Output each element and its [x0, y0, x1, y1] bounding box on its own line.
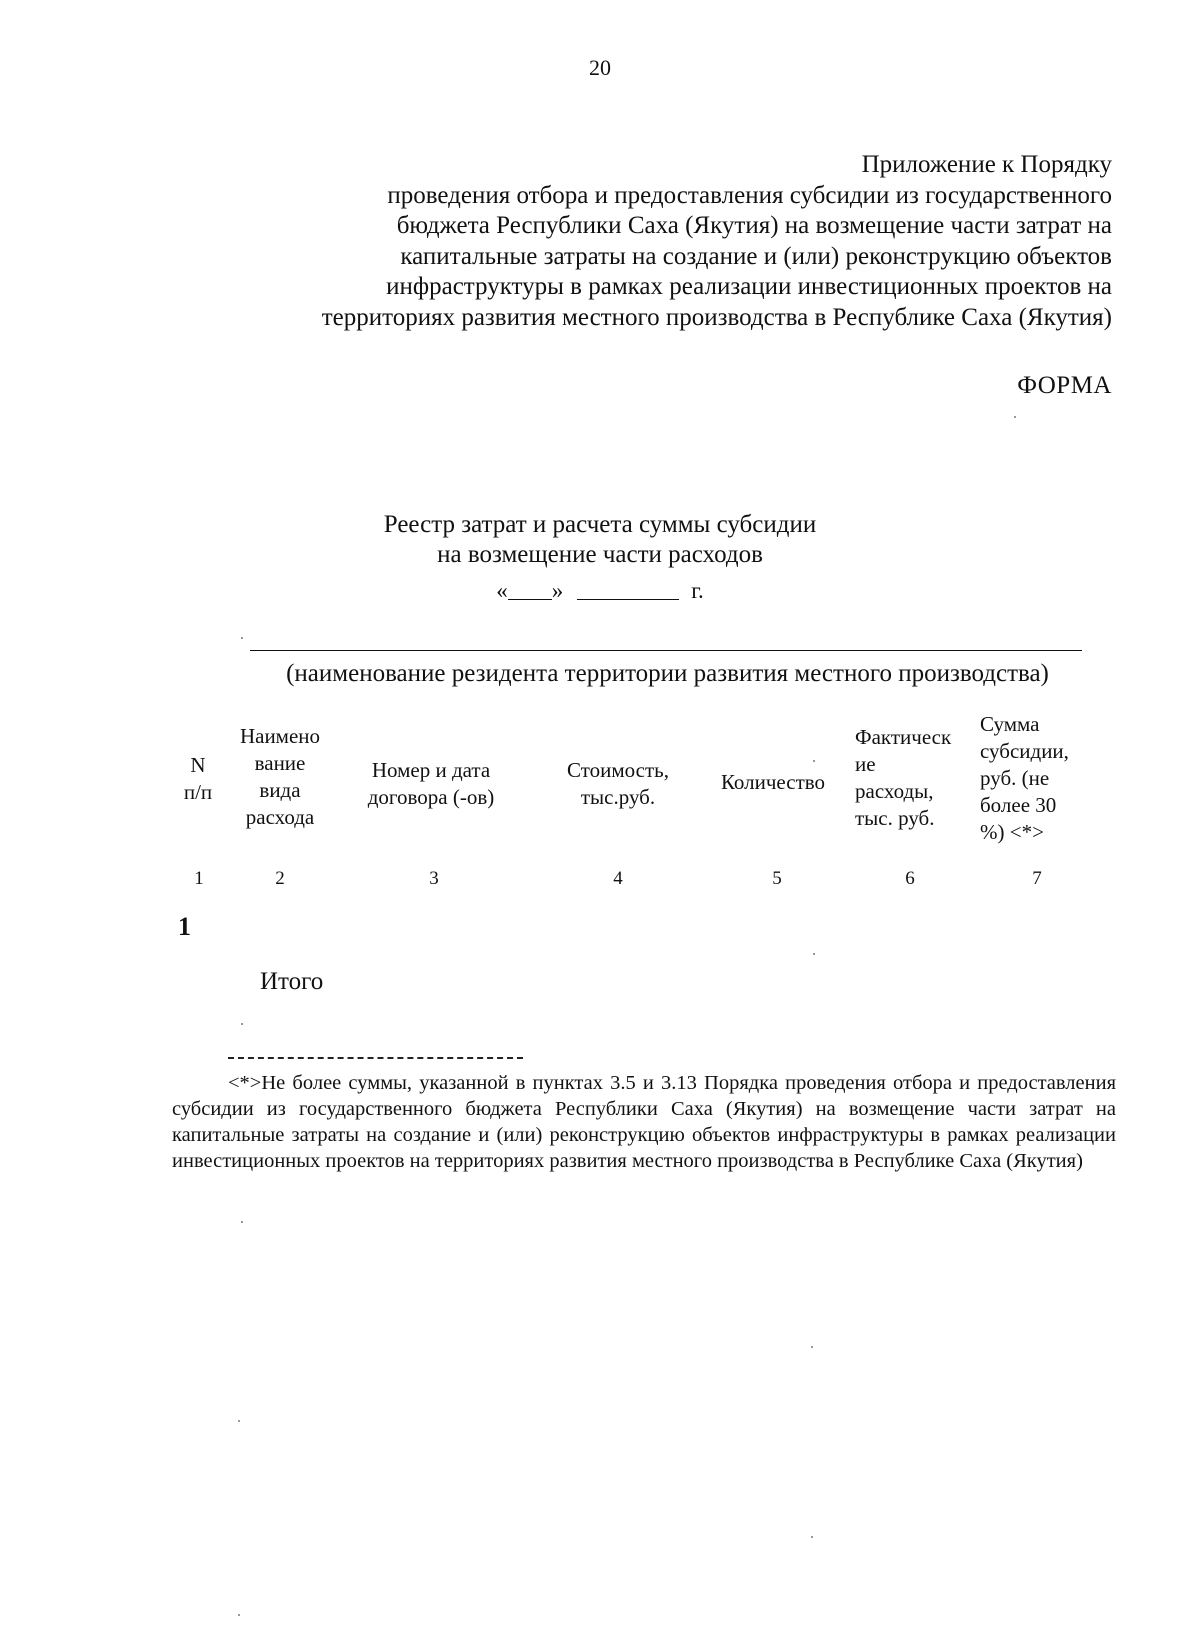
scan-speck — [238, 1420, 240, 1422]
scan-speck — [811, 1536, 813, 1538]
footnote-separator — [228, 1057, 523, 1059]
header-cost: Стоимость, тыс.руб. — [566, 758, 669, 809]
table-row-number: 1 — [178, 912, 191, 941]
appendix-line: Приложение к Порядку — [861, 151, 1112, 178]
resident-name-line — [250, 650, 1082, 651]
column-number: 5 — [772, 868, 782, 889]
header-actual-expenses: Фактическ ие расходы, тыс. руб. — [855, 725, 952, 830]
date-open-quote: « — [496, 578, 508, 603]
header-subsidy-amount: Сумма субсидии, руб. (не более 30 %) <*> — [980, 712, 1069, 844]
scan-speck — [811, 1346, 813, 1348]
scan-speck — [241, 1221, 243, 1223]
title-line-2: на возмещение части расходов — [437, 541, 763, 568]
column-number: 6 — [905, 868, 915, 889]
appendix-line: проведения отбора и предоставления субсидии из государственного — [387, 181, 1112, 209]
total-label: Итого — [260, 968, 324, 995]
page-number: 20 — [589, 55, 611, 80]
title-line-1: Реестр затрат и расчета суммы субсидии — [383, 511, 817, 538]
column-number: 4 — [613, 868, 623, 889]
column-number: 1 — [194, 868, 204, 889]
scan-speck — [813, 953, 815, 955]
date-line — [0, 578, 1200, 604]
form-label: ФОРМА — [1017, 372, 1112, 399]
appendix-header — [322, 150, 1112, 333]
appendix-line: бюджета Республики Саха (Якутия) на возмещение части затрат на — [396, 212, 1112, 239]
header-contract: Номер и дата договора (-ов) — [367, 758, 495, 809]
header-expense-type: Наимено вание вида расхода — [239, 724, 321, 829]
column-number: 2 — [275, 868, 285, 889]
header-quantity: Количество — [720, 770, 826, 794]
header-n-pp: N п/п — [183, 753, 213, 804]
scan-speck — [813, 760, 815, 762]
resident-caption: (наименование резидента территории развития местного производства) — [286, 660, 1049, 687]
date-close-quote: » — [551, 578, 564, 603]
month-blank — [577, 579, 679, 600]
scan-speck — [241, 637, 243, 639]
appendix-line: инфраструктуры в рамках реализации инвестиционных проектов на — [386, 273, 1112, 300]
column-number: 3 — [429, 868, 439, 889]
document-title — [0, 510, 1200, 570]
scan-speck — [238, 1614, 240, 1616]
footnote-text: <*>Не более суммы, указанной в пунктах 3.5 и 3.13 Порядка проведения отбора и предоставления субсидии из государственного бюджета Республики Саха (Якутия) на возмещение части затрат на капитальные затраты на создание и (или) реконструкцию объектов инфраструктуры в рамках реализации инвестиционных проектов на территориях развития местного производства в Республике Саха (Якутия) — [172, 1072, 1116, 1172]
year-suffix: г. — [691, 578, 704, 603]
day-blank — [508, 579, 552, 600]
scan-speck — [241, 1023, 243, 1025]
scan-speck — [1014, 416, 1016, 418]
appendix-line: капитальные затраты на создание и (или) реконструкцию объектов — [400, 242, 1112, 270]
appendix-line: территориях развития местного производства в Республике Саха (Якутия) — [321, 303, 1112, 331]
column-number: 7 — [1032, 868, 1042, 889]
